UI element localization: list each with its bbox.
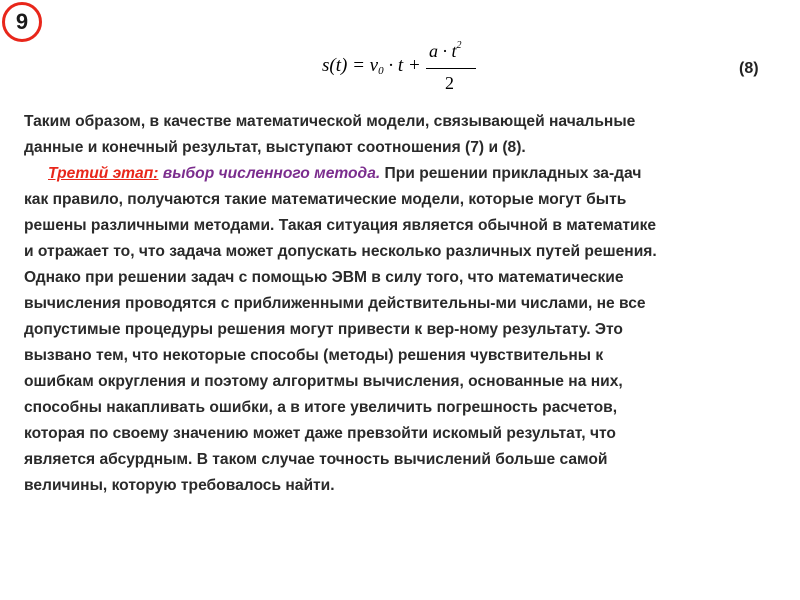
formula-v-subscript: 0 xyxy=(378,65,384,77)
paragraph-2-first-line xyxy=(24,161,774,187)
equation-number: (8) xyxy=(739,60,759,77)
formula-exponent: 2 xyxy=(456,40,462,51)
paragraph-2-line: допустимые процедуры решения могут привести к вер-ному результату. Это xyxy=(24,321,623,338)
paragraph-1-line: данные и конечный результат, выступают соотношения (7) и (8). xyxy=(24,139,526,156)
paragraph-2-line: способны накапливать ошибки, а в итоге увеличить погрешность расчетов, xyxy=(24,399,618,416)
slide-number: 9 xyxy=(15,9,29,34)
stage-label: Третий этап: xyxy=(48,165,159,182)
distance-formula xyxy=(322,40,492,100)
formula-mid: · t + xyxy=(383,55,421,76)
formula-denominator: 2 xyxy=(445,73,454,93)
paragraph-1 xyxy=(24,109,774,161)
formula-numerator: a · t xyxy=(429,41,457,61)
paragraph-2-line: Однако при решении задач с помощью ЭВМ в силу того, что математические xyxy=(24,269,624,286)
paragraph-2-first-line-rest: При решении прикладных за-дач xyxy=(380,165,642,182)
formula-lhs: s(t) = v xyxy=(322,55,379,76)
paragraph-2-line: решены различными методами. Такая ситуация является обычной в математике xyxy=(24,217,657,234)
fraction-bar xyxy=(426,68,476,69)
stage-title: выбор численного метода. xyxy=(158,165,381,182)
paragraph-2-line: которая по своему значению может даже превзойти искомый результат, что xyxy=(24,425,616,442)
formula-left-side xyxy=(322,55,421,77)
paragraph-2-line: ошибкам округления и поэтому алгоритмы вычисления, основанные на них, xyxy=(24,373,623,390)
slide-number-badge xyxy=(2,2,42,42)
paragraph-2-line: вычисления проводятся с приближенными действительны-ми числами, не все xyxy=(24,295,646,312)
paragraph-2 xyxy=(24,161,774,499)
paragraph-2-line: и отражает то, что задача может допускать несколько различных путей решения. xyxy=(24,243,657,260)
body-text xyxy=(24,109,774,499)
paragraph-2-line: вызвано тем, что некоторые способы (методы) решения чувствительны к xyxy=(24,347,604,364)
paragraph-1-line: Таким образом, в качестве математической модели, связывающей начальные xyxy=(24,113,636,130)
paragraph-2-line: является абсурдным. В таком случае точность вычислений больше самой xyxy=(24,451,608,468)
paragraph-2-line: как правило, получаются такие математические модели, которые могут быть xyxy=(24,191,627,208)
formula-numerator-group xyxy=(429,40,462,62)
paragraph-2-line: величины, которую требовалось найти. xyxy=(24,477,335,494)
